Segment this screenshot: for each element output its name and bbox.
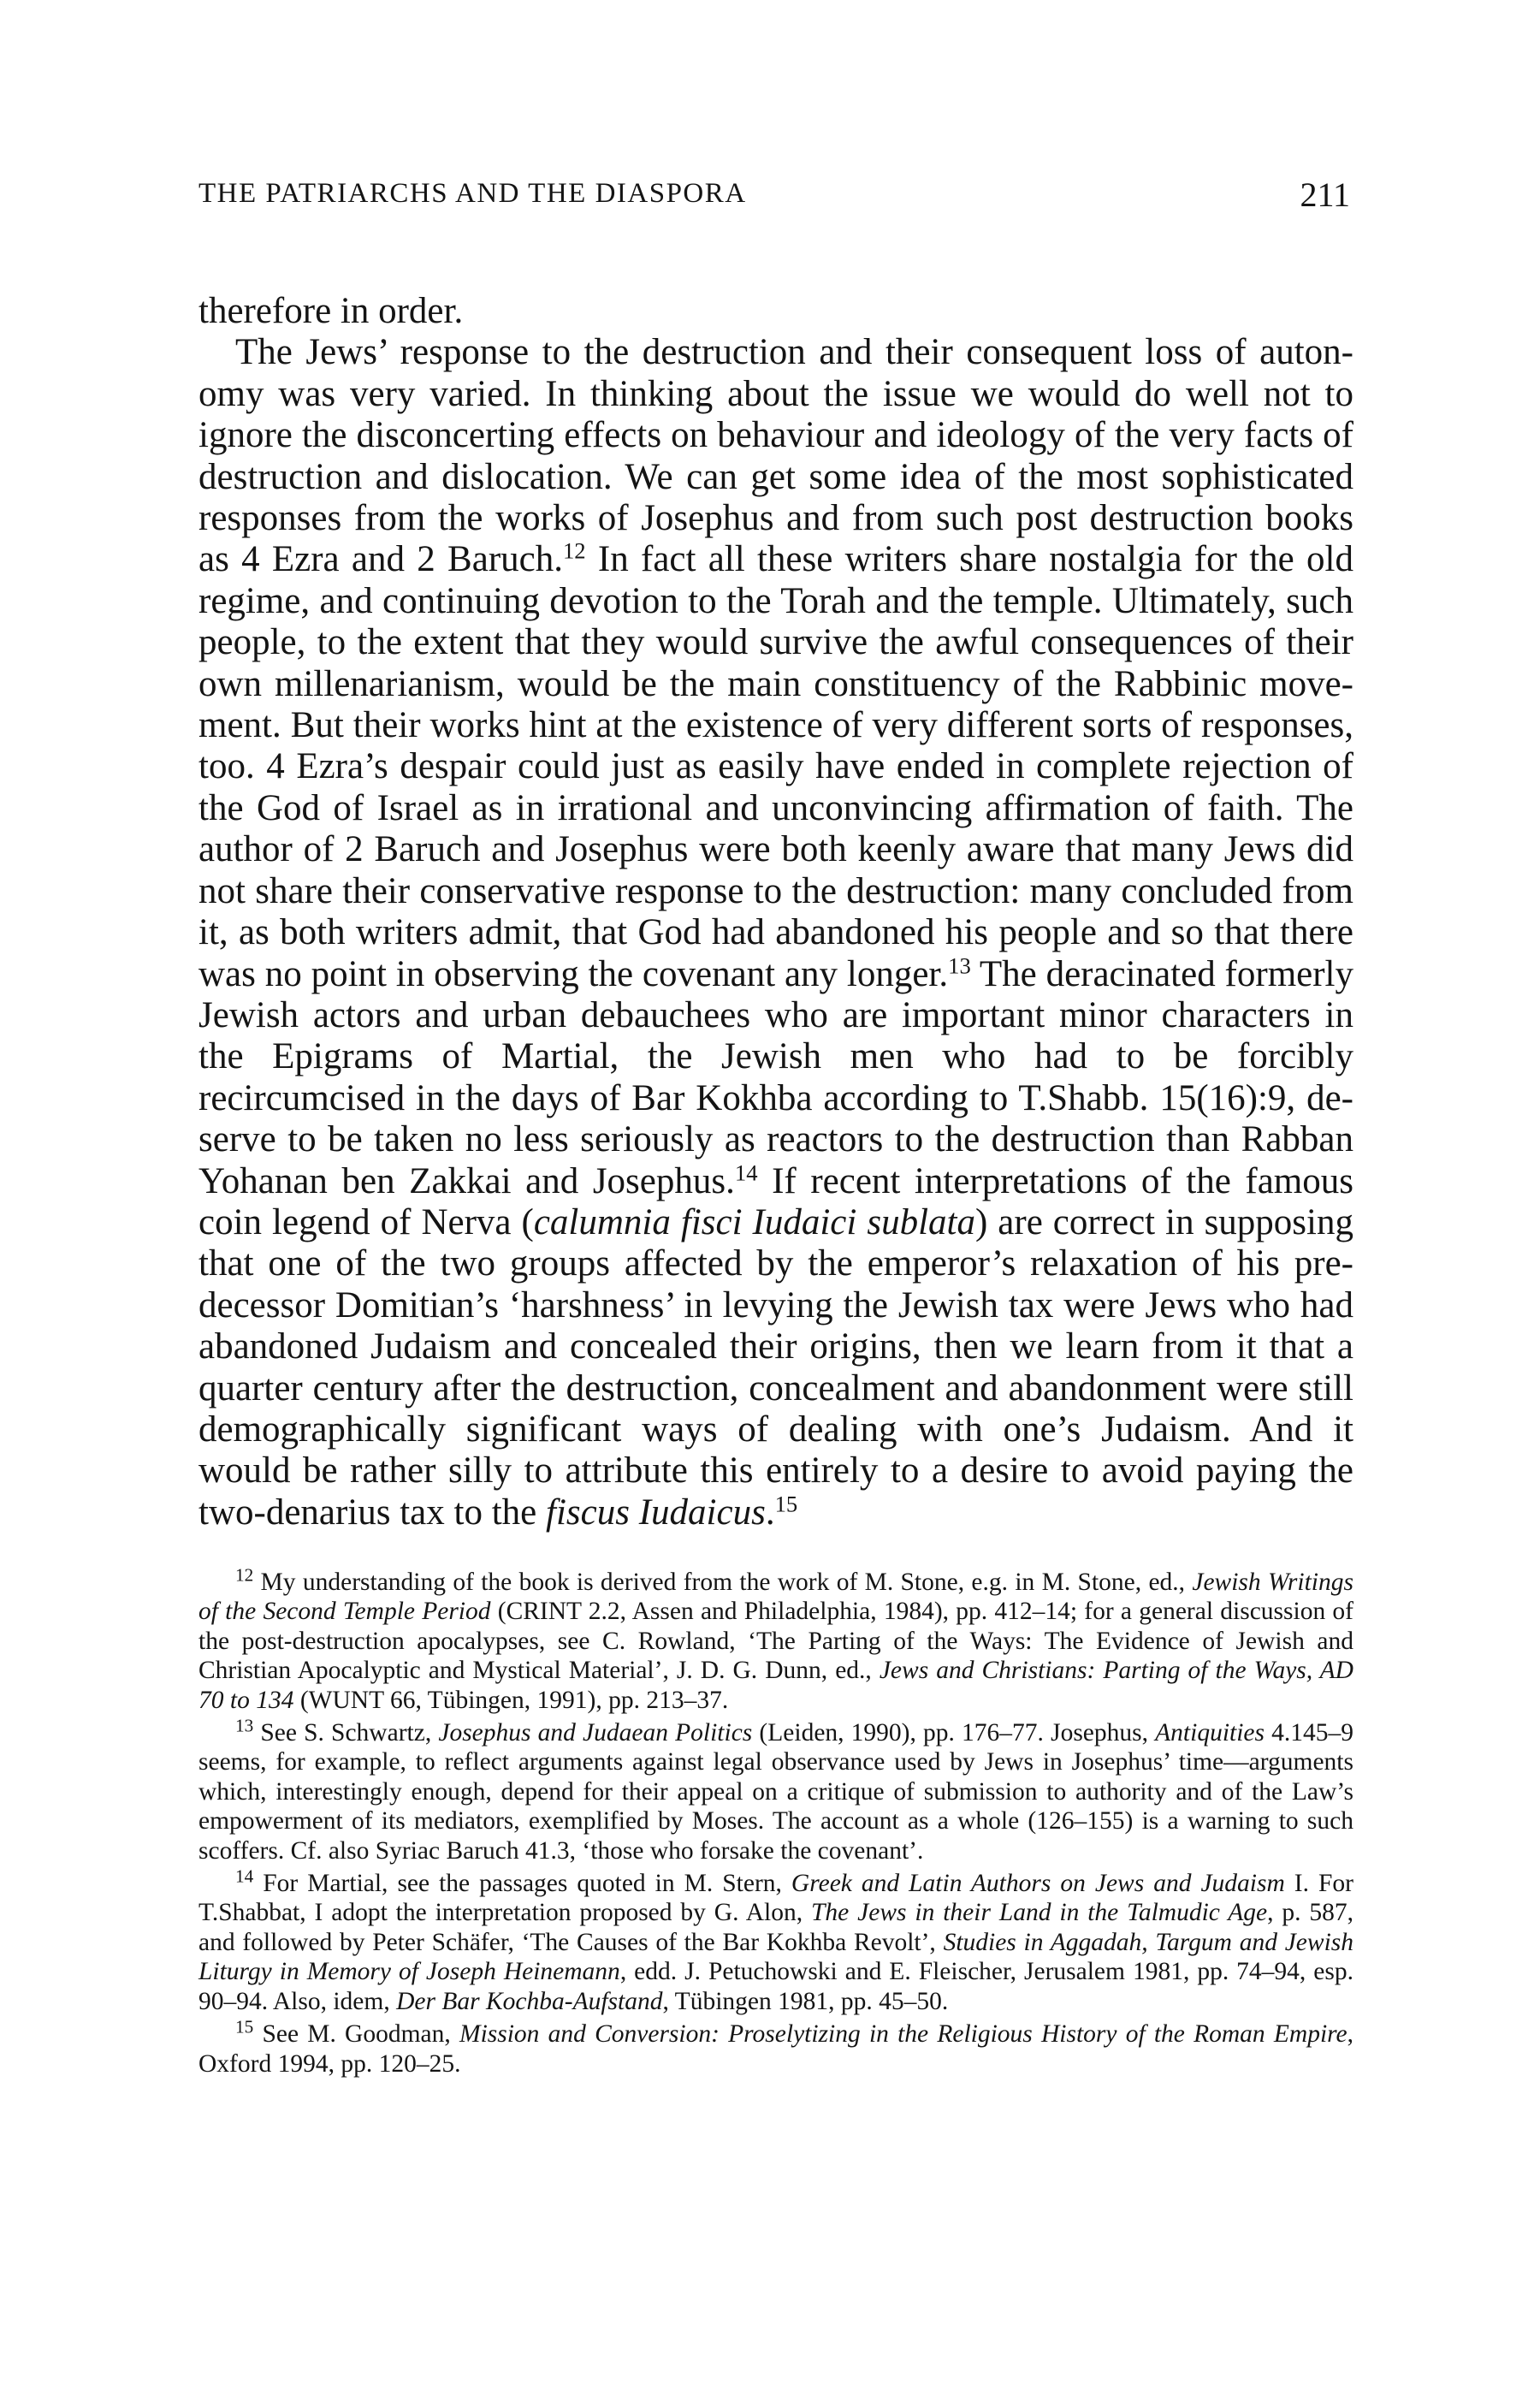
running-title: THE PATRIARCHS AND THE DIASPORA [198,178,747,209]
paragraph-main: The Jews’ response to the destruction and their consequent loss of autonomy was very varied. In thinking about the issue we would do well not to ignore the disconcerting effects on behaviour and ideology of the very facts of destruction and dislocation. We can get some idea of the most sophisticated responses from the works of Josephus and from such post destruction books as 4 Ezra and 2 Baruch.$^{12}$ In fact all these writers share nostalgia for the old regime, and continuing devotion to the Torah and the temple. Ultimately, such people, to the extent that they would survive the awful consequences of their own millenarianism, would be the main constituency of the Rabbinic movement. But their works hint at the existence of very different sorts of responses, too. 4 Ezra’s despair could just as easily have ended in complete rejection of the God of Israel as in irrational and unconvincing affirmation of faith. The author of 2 Baruch and Josephus were both keenly aware that many Jews did not share their conservative response to the destruction: many concluded from it, as both writers admit, that God had abandoned his people and so that there was no point in observing the covenant any longer.$^{13}$ The deracinated formerly Jewish actors and urban debauchees who are important minor characters in the Epigrams of Martial, the Jewish men who had to be forcibly recircumcised in the days of Bar Kokhba according to T.Shabb. 15(16):9, deserve to be taken no less seriously as reactors to the destruction than Rabban Yohanan ben Zakkai and Josephus.$^{14}$ If recent interpretations of the famous coin legend of Nerva (calumnia fisci Iudaici sublata) are correct in supposing that one of the two groups affected by the emperor’s relaxation of his predecessor Domitian’s ‘harshness’ in levying the Jewish tax were Jews who had abandoned Judaism and concealed their origins, then we learn from it that a quarter century after the destruction, concealment and abandonment were still demographically significant ways of dealing with one’s Judaism. And it would be rather silly to attribute this entirely to a desire to avoid paying the two-denarius tax to the fiscus Iudaicus.$^{15}$ [198,332,1353,1533]
footnote-15: $^{15}$ See M. Goodman, Mission and Conversion: Proselytizing in the Religious History of the Roman Empire, Oxford 1994, pp. 120–25. [198,2016,1353,2078]
footnote-14: $^{14}$ For Martial, see the passages quoted in M. Stern, Greek and Latin Authors on Jews and Judaism I. For T.Shabbat, I adopt the interpretation proposed by G. Alon, The Jews in their Land in the Talmudic Age, p. 587, and followed by Peter Schäfer, ‘The Causes of the Bar Kokhba Revolt’, Studies in Aggadah, Targum and Jewish Liturgy in Memory of Joseph Heinemann, edd. J. Petuchowski and E. Fleischer, Jerusalem 1981, pp. 74–94, esp. 90–94. Also, idem, Der Bar Kochba-Aufstand, Tübingen 1981, pp. 45–50. [198,1865,1354,2015]
footnote-ref-15[interactable]: 15 [774,1491,798,1517]
footnote-12: $^{12}$ My understanding of the book is derived from the work of M. Stone, e.g. in M. Stone, ed., Jewish Writings of the Second Temple Period (CRINT 2.2, Assen and Philadelphia, 1984), pp. 412–14; for a general discussion of the post-destruction apocalypses, see C. Rowland, ‘The Parting of the Ways: The Evidence of Jewish and Christian Apocalyptic and Mystical Material’, J. D. G. Dunn, ed., Jews and Christians: Parting of the Ways, AD 70 to 134 (WUNT 66, Tübingen, 1991), pp. 213–37. [198,1564,1353,1714]
running-head [198,175,1357,229]
footnote-ref-14[interactable]: 14 [734,1159,758,1185]
coin-legend: calumnia fisci Iudaici sublata [533,1201,975,1242]
main-text [198,291,1353,1533]
footnote-13: $^{13}$ See S. Schwartz, Josephus and Judaean Politics (Leiden, 1990), pp. 176–77. Josephus, Antiquities 4.145–9 seems, for example, to reflect arguments against legal observance used by Jews in Josephus’ time—arguments which, interestingly enough, depend for their appeal on a critique of submission to authority and of the Law’s empowerment of its mediators, exemplified by Moses. The account as a whole (126–155) is a warning to such scoffers. Cf. also Syriac Baruch 41.3, ‘those who forsake the covenant’. [198,1715,1354,1865]
footnote-ref-13[interactable]: 13 [948,952,971,978]
fiscus-term: fiscus Iudaicus [546,1492,766,1533]
footnotes [198,1564,1354,2082]
page-number: 211 [1300,175,1350,214]
paragraph-continuation: therefore in order. [198,291,464,331]
footnote-ref-12[interactable]: 12 [562,537,586,564]
